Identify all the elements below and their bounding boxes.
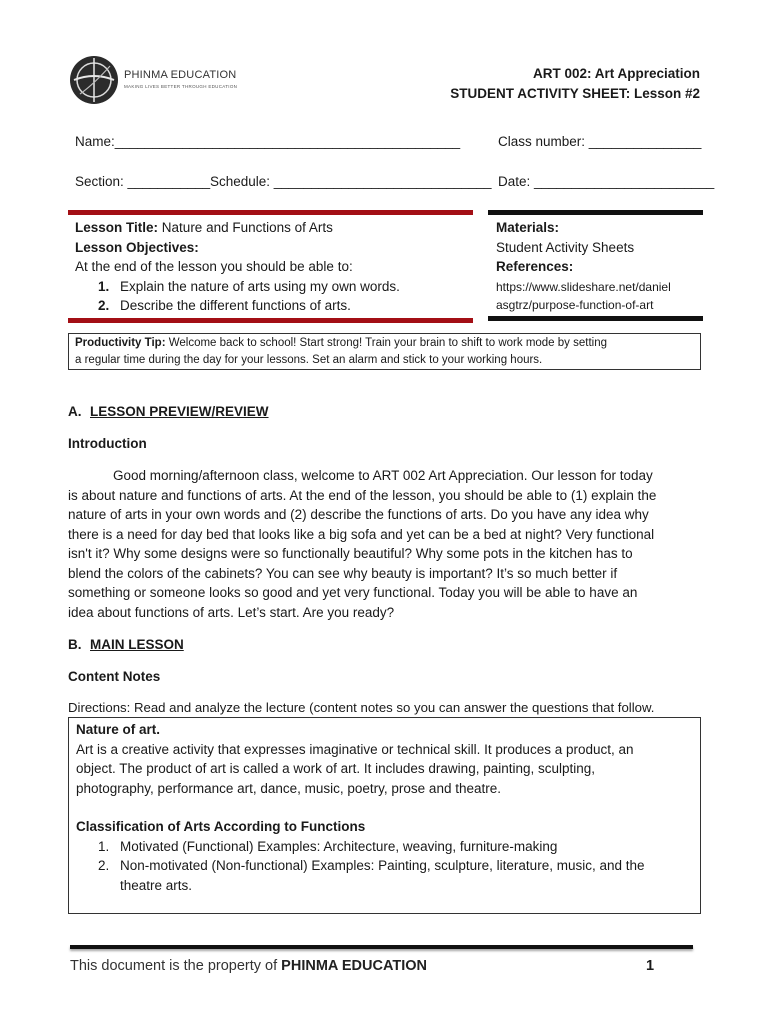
class-number-field[interactable]: Class number: _______________ <box>498 134 702 149</box>
lesson-bottom-rule <box>68 318 473 323</box>
materials-top-rule <box>488 210 703 215</box>
classification-number: 2. <box>98 858 110 873</box>
reference-link[interactable]: https://www.slideshare.net/daniel <box>496 279 671 294</box>
lesson-objectives-intro: At the end of the lesson you should be able to: <box>75 259 353 274</box>
phinma-logo-icon <box>68 54 120 106</box>
footer-property <box>70 958 427 974</box>
section-field[interactable]: Section: ___________ <box>75 174 211 189</box>
paragraph-line: isn't it? Why some designs were so functionally beautiful? Why some pots in the kitchen has to <box>68 546 633 561</box>
classification-item <box>76 837 693 857</box>
section-b-heading <box>68 635 184 655</box>
objective-item <box>75 296 473 316</box>
introduction-paragraph <box>68 466 701 622</box>
paragraph-line: something or someone looks so good and yet very functional. Today you will be able to have an <box>68 585 638 600</box>
paragraph-line: blend the colors of the cabinets? You can see why beauty is important? It’s so much better if <box>68 565 618 581</box>
introduction-heading: Introduction <box>68 436 147 451</box>
section-title: MAIN LESSON <box>90 637 184 652</box>
section-letter: B. <box>68 637 82 652</box>
lesson-top-rule <box>68 210 473 215</box>
paragraph-line: there is a need for day bed that looks like a big sofa and yet can be a bed at night? Very functional <box>68 526 655 542</box>
date-field[interactable]: Date: ________________________ <box>498 174 715 189</box>
paragraph-line: nature of arts in your own words and (2) describe the functions of arts. Do you have any idea why <box>68 507 649 522</box>
productivity-tip-label: Productivity Tip: <box>75 337 166 349</box>
paragraph-line: Good morning/afternoon class, welcome to ART 002 Art Appreciation. Our lesson for today <box>113 468 653 483</box>
phinma-logo <box>68 54 238 106</box>
footer-rule <box>70 945 693 949</box>
objective-number: 2. <box>98 298 110 313</box>
productivity-tip-text: Welcome back to school! Start strong! Train your brain to shift to work mode by setting <box>168 337 607 349</box>
lesson-title-label: Lesson Title: <box>75 220 159 235</box>
footer-property-text: This document is the property of <box>70 958 278 974</box>
objective-number: 1. <box>98 278 110 294</box>
materials-block <box>496 218 701 314</box>
classification-item <box>76 856 693 876</box>
classification-heading: Classification of Arts According to Functions <box>76 819 366 834</box>
classification-text-continued: theatre arts. <box>120 877 193 893</box>
reference-link[interactable]: asgtrz/purpose-function-of-art <box>496 297 654 312</box>
section-a-heading <box>68 402 269 422</box>
classification-text: Motivated (Functional) Examples: Architecture, weaving, furniture-making <box>120 838 558 854</box>
footer-owner: PHINMA EDUCATION <box>281 958 427 974</box>
schedule-field[interactable]: Schedule: _____________________________ <box>210 174 492 189</box>
lesson-title-value: Nature and Functions of Arts <box>161 220 333 235</box>
objective-item <box>75 277 473 297</box>
nature-line: object. The product of art is called a work of art. It includes drawing, painting, sculpting, <box>76 761 596 776</box>
classification-number: 1. <box>98 838 110 854</box>
classification-text: Non-motivated (Non-functional) Examples: Painting, sculpture, literature, music, and the <box>120 858 645 873</box>
paragraph-line: is about nature and functions of arts. At the end of the lesson, you should be able to (1) explain the <box>68 487 657 503</box>
lesson-objectives-label: Lesson Objectives: <box>75 239 199 255</box>
lesson-info-block <box>75 218 473 316</box>
name-field[interactable]: Name:______________________________________________ <box>75 134 461 149</box>
page-number: 1 <box>646 958 655 974</box>
objective-text: Describe the different functions of arts. <box>120 298 351 313</box>
content-notes-box <box>68 717 701 914</box>
logo-text: PHINMA EDUCATION <box>124 69 237 81</box>
course-title: ART 002: Art Appreciation <box>532 66 700 81</box>
section-letter: A. <box>68 404 82 419</box>
section-title: LESSON PREVIEW/REVIEW <box>90 404 269 419</box>
content-notes-heading: Content Notes <box>68 669 161 684</box>
productivity-tip-box <box>68 333 701 370</box>
nature-heading: Nature of art. <box>76 722 161 737</box>
materials-bottom-rule <box>488 316 703 321</box>
nature-line: Art is a creative activity that expresses imaginative or technical skill. It produces a product, an <box>76 741 634 757</box>
productivity-tip-text: a regular time during the day for your lessons. Set an alarm and stick to your working hours. <box>75 354 543 366</box>
materials-label: Materials: <box>496 220 560 235</box>
nature-line: photography, performance art, dance, music, poetry, prose and theatre. <box>76 780 501 796</box>
logo-tagline: MAKING LIVES BETTER THROUGH EDUCATION <box>124 84 238 89</box>
directions-text: Directions: Read and analyze the lecture (content notes so you can answer the questions that follow. <box>68 700 655 715</box>
sheet-title: STUDENT ACTIVITY SHEET: Lesson #2 <box>450 86 700 101</box>
materials-value: Student Activity Sheets <box>496 239 635 255</box>
paragraph-line: idea about functions of arts. Let’s start. Are you ready? <box>68 604 395 620</box>
references-label: References: <box>496 259 574 274</box>
objective-text: Explain the nature of arts using my own words. <box>120 278 400 294</box>
